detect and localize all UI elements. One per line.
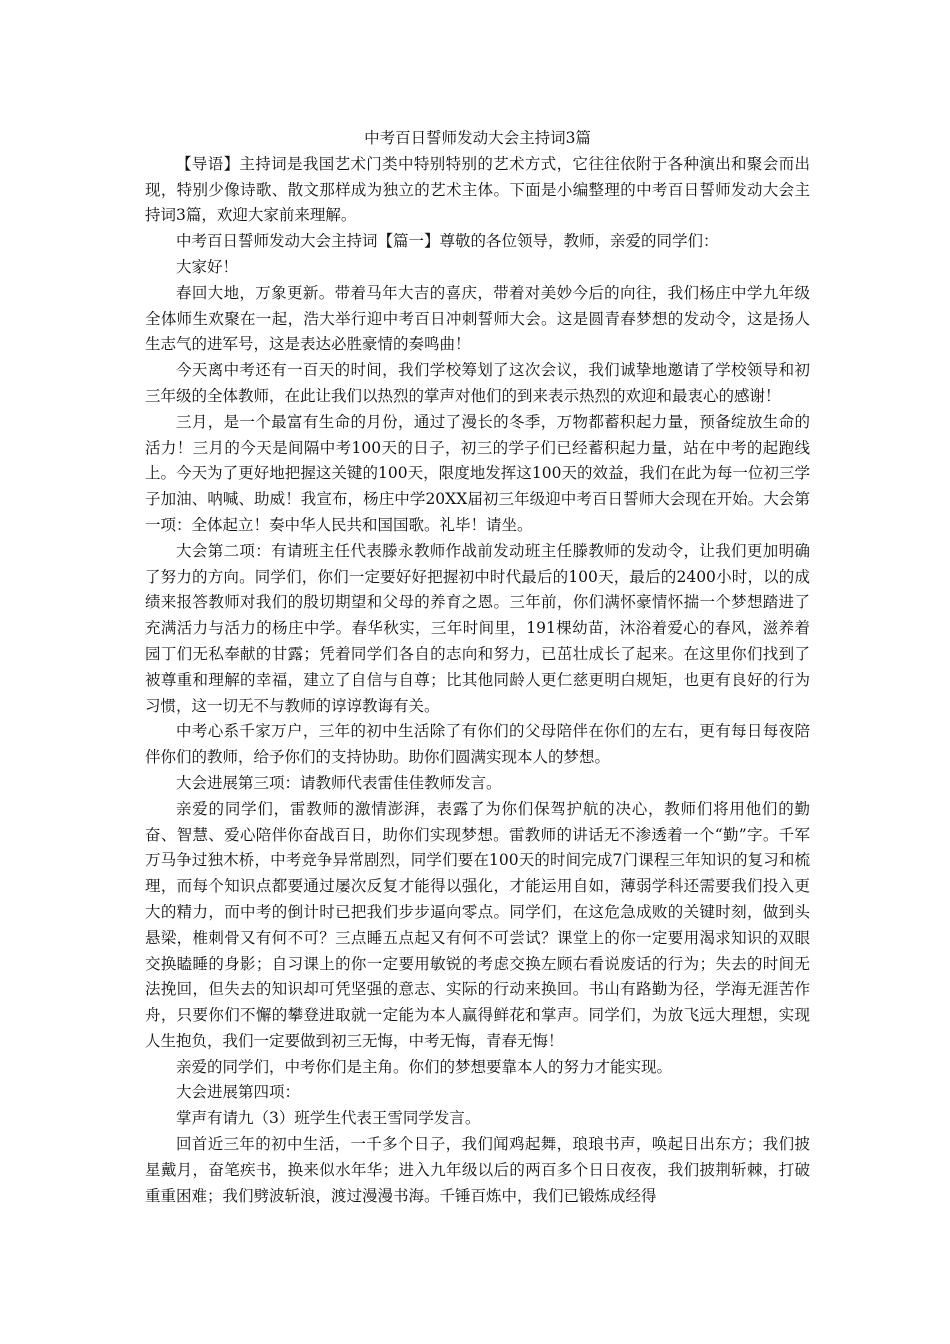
paragraph-opening: 春回大地，万象更新。带着马年大吉的喜庆，带着对美妙今后的向往，我们杨庄中学九年级全体师生欢聚在一起，浩大举行迎中考百日冲刺誓师大会。这是圆青春梦想的发动令，这是扬人生志气的进军号，这是表达必胜豪情的奏鸣曲！ [145,283,810,354]
page-title: 中考百日誓师发动大会主持词3篇 [364,129,591,147]
paragraph-recollection: 回首近三年的初中生活，一千多个日子，我们闻鸡起舞，琅琅书声，唤起日出东方；我们披星戴月，奋笔疾书，换来似水年华；进入九年级以后的两百多个日日夜夜，我们披荆斩棘，打破重重困难；我们劈波斩浪，渡过漫漫书海。千锤百炼中，我们已锻炼成经得 [145,1135,810,1205]
document-body [145,126,810,1209]
paragraph-teacher-speech: 亲爱的同学们，雷教师的激情澎湃，表露了为你们保驾护航的决心，教师们将用他们的勤奋、智慧、爱心陪伴你奋战百日，助你们实现梦想。雷教师的讲话无不渗透着一个“勤”字。千军万马争过独木桥，中考竞争异常剧烈，同学们要在100天的时间完成7门课程三年知识的复习和梳理，而每个知识点都要通过屡次反复才能得以强化，才能运用自如，薄弱学科还需要我们投入更大的精力，而中考的倒计时已把我们步步逼向零点。同学们，在这危急成败的关键时刻，做到头悬梁，椎刺骨又有何不可？三点睡五点起又有何不可尝试？课堂上的你一定要用渴求知识的双眼交换瞌睡的身影；自习课上的你一定要用敏锐的考虑交换左顾右看说废话的行为；失去的时间无法挽回，但失去的知识却可凭坚强的意志、实际的行动来换回。书山有路勤为径，学海无涯苦作舟，只要你们不懈的攀登进取就一定能为本人赢得鲜花和掌声。同学们，为放飞远大理想，实现人生抱负，我们一定要做到初三无悔，中考无悔，青春无悔！ [145,799,810,1050]
paragraph-section-one-heading: 中考百日誓师发动大会主持词【篇一】尊敬的各位领导，教师，亲爱的同学们： [176,232,719,251]
paragraph-family-support: 中考心系千家万户，三年的初中生活除了有你们的父母陪伴在你们的左右，更有每日每夜陪伴你们的教师，给予你们的支持协助。助你们圆满实现本人的梦想。 [145,722,810,767]
paragraph-item-four: 大会进展第四项： [176,1083,301,1102]
paragraph-welcome: 今天离中考还有一百天的时间，我们学校筹划了这次会议，我们诚挚地邀请了学校领导和初三年级的全体教师，在此让我们以热烈的掌声对他们的到来表示热烈的欢迎和最衷心的感谢！ [145,361,810,405]
paragraph-protagonist: 亲爱的同学们，中考你们是主角。你们的梦想要靠本人的努力才能实现。 [176,1057,673,1076]
paragraph-item-two: 大会第二项：有请班主任代表滕永教师作战前发动班主任滕教师的发动令，让我们更加明确了努力的方向。同学们，你们一定要好好把握初中时代最后的100天，最后的2400小时，以的成绩来报答教师对我们的殷切期望和父母的养育之恩。三年前，你们满怀豪情怀揣一个梦想踏进了充满活力与活力的杨庄中学。春华秋实，三年时间里，191棵幼苗，沐浴着爱心的春风，滋养着园丁们无私奉献的甘露；凭着同学们各自的志向和努力，已茁壮成长了起来。在这里你们找到了被尊重和理解的幸福，建立了自信与自尊；比其他同龄人更仁慈更明白规矩，也更有良好的行为习惯，这一切无不与教师的谆谆教诲有关。 [145,541,810,715]
paragraph-item-three: 大会进展第三项：请教师代表雷佳佳教师发言。 [176,773,502,792]
paragraph-intro: 【导语】主持词是我国艺术门类中特别特别的艺术方式，它往往依附于各种演出和聚会而出现，特别少像诗歌、散文那样成为独立的艺术主体。下面是小编整理的中考百日誓师发动大会主持词3篇，欢迎大家前来理解。 [145,154,810,225]
paragraph-student-rep: 掌声有请九（3）班学生代表王雪同学发言。 [176,1109,481,1128]
paragraph-item-one: 三月，是一个最富有生命的月份，通过了漫长的冬季，万物都蓄积起力量，预备绽放生命的活力！三月的今天是间隔中考100天的日子，初三的学子们已经蓄积起力量，站在中考的起跑线上。今天为了更好地把握这关键的100天，限度地发挥这100天的效益，我们在此为每一位初三学子加油、呐喊、助威！我宣布，杨庄中学20XX届初三年级迎中考百日誓师大会现在开始。大会第一项：全体起立！奏中华人民共和国国歌。礼毕！请坐。 [145,412,810,534]
paragraph-greeting: 大家好！ [176,257,239,276]
